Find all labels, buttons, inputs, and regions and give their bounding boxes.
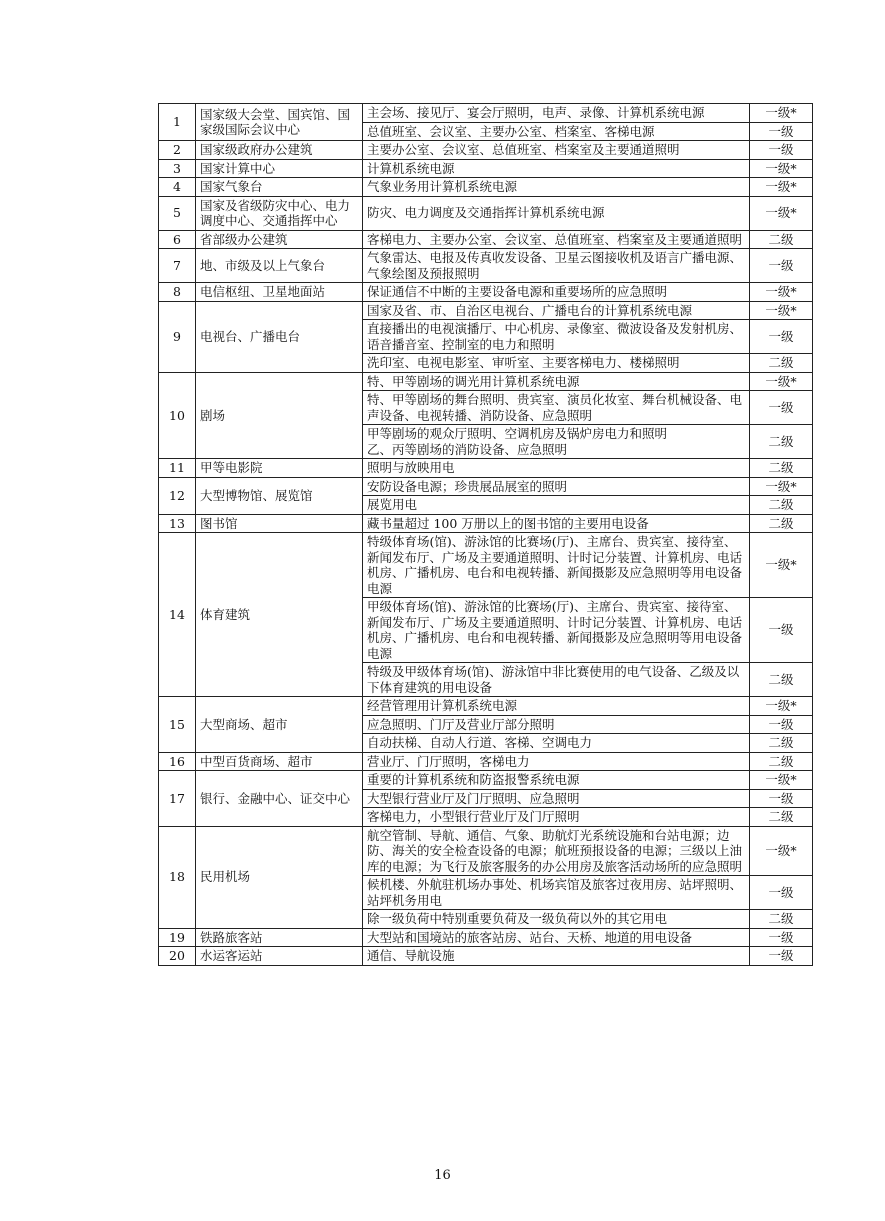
table-row [159, 514, 813, 533]
load-classification-table [158, 103, 813, 966]
load-name: 计算机系统电源 [363, 159, 750, 178]
load-grade: 一级* [750, 697, 813, 716]
table-row [159, 196, 813, 230]
building-type: 中型百货商场、超市 [196, 752, 363, 771]
load-name: 藏书量超过 100 万册以上的图书馆的主要用电设备 [363, 514, 750, 533]
load-grade: 一级* [750, 104, 813, 123]
load-grade: 一级 [750, 122, 813, 141]
building-type: 国家级大会堂、国宾馆、国家级国际会议中心 [196, 104, 363, 141]
building-type: 图书馆 [196, 514, 363, 533]
load-name: 防灾、电力调度及交通指挥计算机系统电源 [363, 196, 750, 230]
building-type: 国家及省级防灾中心、电力调度中心、交通指挥中心 [196, 196, 363, 230]
row-number: 19 [159, 928, 196, 947]
load-grade: 一级 [750, 928, 813, 947]
load-name: 重要的计算机系统和防盗报警系统电源 [363, 771, 750, 790]
load-name: 气象雷达、电报及传真收发设备、卫星云图接收机及语言广播电源、气象绘图及预报照明 [363, 249, 750, 283]
load-grade: 一级 [750, 876, 813, 910]
load-grade: 二级 [750, 808, 813, 827]
load-name: 营业厅、门厅照明，客梯电力 [363, 752, 750, 771]
load-name: 洗印室、电视电影室、审听室、主要客梯电力、楼梯照明 [363, 354, 750, 373]
table-row [159, 178, 813, 197]
row-number: 6 [159, 230, 196, 249]
row-number: 16 [159, 752, 196, 771]
table-row [159, 301, 813, 320]
load-grade: 二级 [750, 459, 813, 478]
load-grade: 二级 [750, 230, 813, 249]
load-name: 通信、导航设施 [363, 947, 750, 966]
table-row [159, 947, 813, 966]
row-number: 7 [159, 249, 196, 283]
load-name: 总值班室、会议室、主要办公室、档案室、客梯电源 [363, 122, 750, 141]
load-grade: 一级* [750, 301, 813, 320]
building-type: 银行、金融中心、证交中心 [196, 771, 363, 827]
table-row [159, 141, 813, 160]
load-name: 国家及省、市、自治区电视台、广播电台的计算机系统电源 [363, 301, 750, 320]
building-type: 体育建筑 [196, 533, 363, 697]
load-name: 客梯电力、主要办公室、会议室、总值班室、档案室及主要通道照明 [363, 230, 750, 249]
load-grade: 二级 [750, 496, 813, 515]
load-name: 展览用电 [363, 496, 750, 515]
load-grade: 一级 [750, 141, 813, 160]
table-row [159, 104, 813, 123]
building-type: 铁路旅客站 [196, 928, 363, 947]
load-name: 主会场、接见厅、宴会厅照明，电声、录像、计算机系统电源 [363, 104, 750, 123]
building-type: 电视台、广播电台 [196, 301, 363, 372]
load-grade: 一级* [750, 283, 813, 302]
load-name: 气象业务用计算机系统电源 [363, 178, 750, 197]
table-row [159, 826, 813, 876]
building-type: 国家级政府办公建筑 [196, 141, 363, 160]
load-name: 特级体育场(馆)、游泳馆的比赛场(厅)、主席台、贵宾室、接待室、新闻发布厅、广场及主要通道照明、计时记分装置、计算机房、电话机房、广播机房、电台和电视转播、新闻摄影及应急照明等用电设备电源 [363, 533, 750, 598]
table-row [159, 697, 813, 716]
load-name: 候机楼、外航驻机场办事处、机场宾馆及旅客过夜用房、站坪照明、站坪机务用电 [363, 876, 750, 910]
table-row [159, 459, 813, 478]
page-number: 16 [434, 1168, 451, 1183]
table-row [159, 928, 813, 947]
building-type: 省部级办公建筑 [196, 230, 363, 249]
load-name: 照明与放映用电 [363, 459, 750, 478]
table-row [159, 249, 813, 283]
load-name: 特、甲等剧场的舞台照明、贵宾室、演员化妆室、舞台机械设备、电声设备、电视转播、消防设备、应急照明 [363, 391, 750, 425]
load-grade: 二级 [750, 425, 813, 459]
load-name: 经营管理用计算机系统电源 [363, 697, 750, 716]
load-grade: 一级* [750, 477, 813, 496]
table-row [159, 533, 813, 598]
row-number: 2 [159, 141, 196, 160]
load-name: 航空管制、导航、通信、气象、助航灯光系统设施和台站电源；边防、海关的安全检查设备的电源；航班预报设备的电源；三级以上油库的电源；为飞行及旅客服务的办公用房及旅客活动场所的应急照明 [363, 826, 750, 876]
building-type: 剧场 [196, 372, 363, 459]
load-name: 保证通信不中断的主要设备电源和重要场所的应急照明 [363, 283, 750, 302]
load-name: 客梯电力，小型银行营业厅及门厅照明 [363, 808, 750, 827]
row-number: 3 [159, 159, 196, 178]
load-grade: 一级 [750, 391, 813, 425]
load-grade: 一级* [750, 826, 813, 876]
load-grade: 一级 [750, 249, 813, 283]
row-number: 15 [159, 697, 196, 753]
load-grade: 一级 [750, 947, 813, 966]
row-number: 8 [159, 283, 196, 302]
row-number: 12 [159, 477, 196, 514]
row-number: 18 [159, 826, 196, 928]
row-number: 5 [159, 196, 196, 230]
row-number: 1 [159, 104, 196, 141]
row-number: 11 [159, 459, 196, 478]
load-name: 应急照明、门厅及营业厅部分照明 [363, 715, 750, 734]
load-grade: 一级* [750, 196, 813, 230]
load-name: 甲级体育场(馆)、游泳馆的比赛场(厅)、主席台、贵宾室、接待室、新闻发布厅、广场及主要通道照明、计时记分装置、计算机房、电话机房、广播机房、电台和电视转播、新闻摄影及应急照明等用电设备电源 [363, 598, 750, 663]
load-grade: 一级 [750, 789, 813, 808]
row-number: 4 [159, 178, 196, 197]
load-name: 安防设备电源；珍贵展品展室的照明 [363, 477, 750, 496]
load-name: 主要办公室、会议室、总值班室、档案室及主要通道照明 [363, 141, 750, 160]
load-name: 特级及甲级体育场(馆)、游泳馆中非比赛使用的电气设备、乙级及以下体育建筑的用电设备 [363, 663, 750, 697]
load-grade: 一级* [750, 159, 813, 178]
building-type: 大型博物馆、展览馆 [196, 477, 363, 514]
load-name: 直接播出的电视演播厅、中心机房、录像室、微波设备及发射机房、语音播音室、控制室的电力和照明 [363, 320, 750, 354]
load-grade: 二级 [750, 663, 813, 697]
load-grade: 一级 [750, 598, 813, 663]
row-number: 17 [159, 771, 196, 827]
load-name: 大型银行营业厅及门厅照明、应急照明 [363, 789, 750, 808]
building-type: 民用机场 [196, 826, 363, 928]
row-number: 10 [159, 372, 196, 459]
building-type: 甲等电影院 [196, 459, 363, 478]
load-grade: 一级 [750, 715, 813, 734]
load-name: 自动扶梯、自动人行道、客梯、空调电力 [363, 734, 750, 753]
table-body [159, 104, 813, 966]
load-name: 特、甲等剧场的调光用计算机系统电源 [363, 372, 750, 391]
row-number: 9 [159, 301, 196, 372]
load-name: 除一级负荷中特别重要负荷及一级负荷以外的其它用电 [363, 910, 750, 929]
table-row [159, 771, 813, 790]
row-number: 20 [159, 947, 196, 966]
table-row [159, 230, 813, 249]
load-grade: 二级 [750, 910, 813, 929]
load-grade: 二级 [750, 514, 813, 533]
load-name: 大型站和国境站的旅客站房、站台、天桥、地道的用电设备 [363, 928, 750, 947]
table-row [159, 159, 813, 178]
table-row [159, 372, 813, 391]
load-grade: 二级 [750, 354, 813, 373]
building-type: 国家计算中心 [196, 159, 363, 178]
building-type: 大型商场、超市 [196, 697, 363, 753]
load-grade: 一级* [750, 771, 813, 790]
building-type: 电信枢纽、卫星地面站 [196, 283, 363, 302]
table-row [159, 283, 813, 302]
building-type: 国家气象台 [196, 178, 363, 197]
building-type: 地、市级及以上气象台 [196, 249, 363, 283]
table-row [159, 752, 813, 771]
load-grade: 一级* [750, 533, 813, 598]
building-type: 水运客运站 [196, 947, 363, 966]
load-grade: 二级 [750, 734, 813, 753]
row-number: 14 [159, 533, 196, 697]
load-grade: 二级 [750, 752, 813, 771]
load-grade: 一级* [750, 372, 813, 391]
load-grade: 一级* [750, 178, 813, 197]
load-grade: 一级 [750, 320, 813, 354]
load-name: 甲等剧场的观众厅照明、空调机房及锅炉房电力和照明 乙、丙等剧场的消防设备、应急照明 [363, 425, 750, 459]
row-number: 13 [159, 514, 196, 533]
table-row [159, 477, 813, 496]
